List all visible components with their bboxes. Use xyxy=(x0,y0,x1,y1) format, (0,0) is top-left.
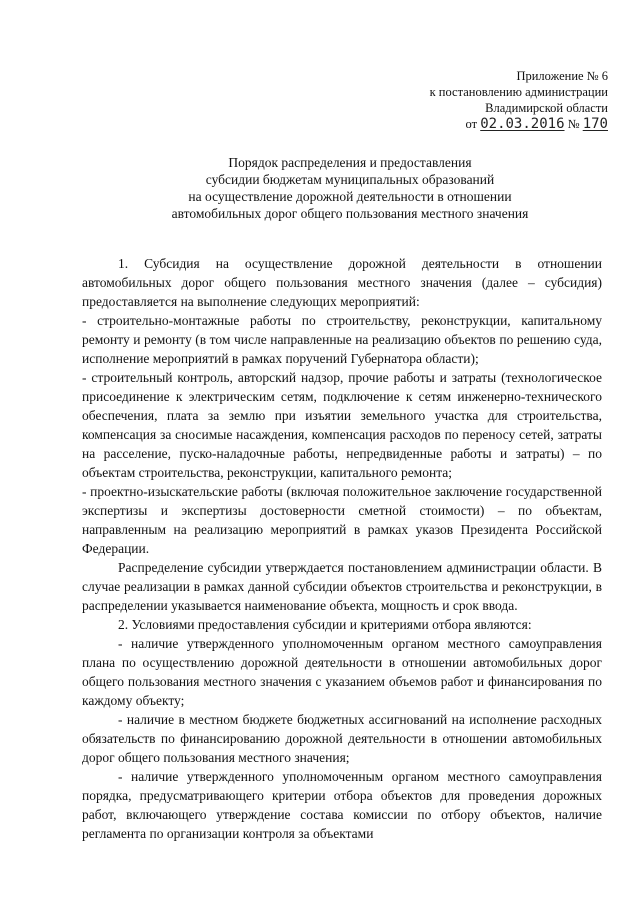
document-body xyxy=(82,254,602,843)
appendix-header xyxy=(430,68,608,132)
paragraph-2: 2. Условиями предоставления субсидии и критериями отбора являются: xyxy=(118,617,532,632)
bullet-budget-allocations: - наличие в местном бюджете бюджетных ассигнований на исполнение расходных обязательств по финансированию дорожной деятельности в отношении автомобильных дорог общего пользования местного значения; xyxy=(82,712,602,765)
appendix-region: Владимирской области xyxy=(485,101,608,115)
appendix-date-line xyxy=(430,116,608,132)
paragraph-1: 1. Субсидия на осуществление дорожной деятельности в отношении автомобильных дорог общего пользования местного значения (далее – субсидия) предоставляется на выполнение следующих мероприятий: xyxy=(82,256,602,309)
appendix-reference: к постановлению администрации xyxy=(429,85,608,99)
document-title xyxy=(60,154,640,222)
decree-number: 170 xyxy=(582,116,608,132)
date-prefix: от xyxy=(465,117,478,131)
bullet-construction-control: - строительный контроль, авторский надзор, прочие работы и затраты (технологическое присоединение к электрическим сетям, подключение к сетям инженерно-технического обеспечения, плата за землю при изъятии земельного участка для строительства, компенсация за сносимые насаждения, компенсация расходов по переносу сетей, затраты на расселение, пуско-наладочные работы, непредвиденные работы и затраты) – по объектам строительства, реконструкции, капитального ремонта; xyxy=(82,370,602,480)
bullet-road-plan: - наличие утвержденного уполномоченным органом местного самоуправления плана по осуществлению дорожной деятельности в отношении автомобильных дорог общего пользования местного значения с указанием объемов работ и финансирования по каждому объекту; xyxy=(82,636,602,708)
paragraph-distribution: Распределение субсидии утверждается постановлением администрации области. В случае реализации в рамках данной субсидии объектов строительства и реконструкции, в распределении указывается наименование объекта, мощность и срок ввода. xyxy=(82,560,602,613)
title-line: субсидии бюджетам муниципальных образований xyxy=(205,172,495,187)
title-line: на осуществление дорожной деятельности в отношении xyxy=(188,189,512,204)
decree-date: 02.03.2016 xyxy=(480,116,565,132)
appendix-number: Приложение № 6 xyxy=(516,69,608,83)
title-line: автомобильных дорог общего пользования местного значения xyxy=(171,206,529,221)
title-line: Порядок распределения и предоставления xyxy=(228,155,472,170)
number-prefix: № xyxy=(567,117,580,131)
bullet-selection-procedure: - наличие утвержденного уполномоченным органом местного самоуправления порядка, предусматривающего критерии отбора объектов для проведения дорожных работ, включающего утверждение состава комиссии по отбору объектов, наличие регламента по организации контроля за объектами xyxy=(82,769,602,841)
bullet-design-survey-works: - проектно-изыскательские работы (включая положительное заключение государственной экспертизы и экспертизы достоверности сметной стоимости) – по объектам, направленным на реализацию мероприятий в рамках указов Президента Российской Федерации. xyxy=(82,484,602,556)
bullet-construction-works: - строительно-монтажные работы по строительству, реконструкции, капитальному ремонту и ремонту (в том числе направленные на реализацию объектов по решению суда, исполнение мероприятий в рамках поручений Губернатора области); xyxy=(82,313,602,366)
